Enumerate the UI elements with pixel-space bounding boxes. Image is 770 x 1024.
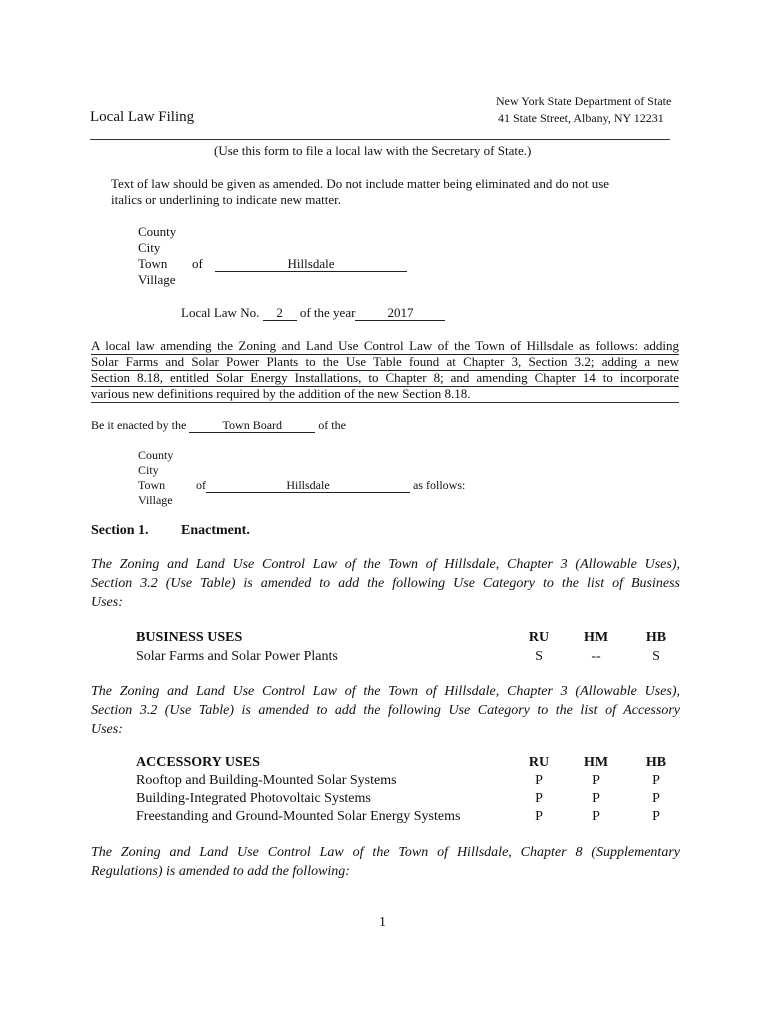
use-value-ru: P bbox=[535, 809, 543, 824]
use-value-ru: P bbox=[535, 773, 543, 788]
municipality-type-town: Town bbox=[138, 256, 168, 271]
enacted-line bbox=[91, 418, 346, 433]
use-value-hm: P bbox=[592, 773, 600, 788]
enacting-body: Town Board bbox=[189, 418, 315, 433]
use-value-hm: -- bbox=[591, 649, 601, 664]
of-label: of bbox=[192, 256, 203, 271]
paragraph-line: Uses: bbox=[91, 722, 123, 737]
use-label: Solar Farms and Solar Power Plants bbox=[136, 649, 338, 664]
use-value-hb: P bbox=[652, 791, 660, 806]
summary-line: Solar Farms and Solar Power Plants to the Use Table found at Chapter 3, Section 3.2; adding a new bbox=[91, 354, 679, 369]
use-value-hm: P bbox=[592, 809, 600, 824]
use-label: Freestanding and Ground-Mounted Solar Energy Systems bbox=[136, 809, 461, 824]
as-follows-label: as follows: bbox=[413, 478, 466, 492]
municipality-name: Hillsdale bbox=[215, 257, 407, 272]
enacted-suffix: of the bbox=[318, 418, 346, 432]
agency-address: 41 State Street, Albany, NY 12231 bbox=[498, 111, 664, 125]
municipality-type-city: City bbox=[138, 240, 161, 255]
paragraph-line: The Zoning and Land Use Control Law of the Town of Hillsdale, Chapter 8 (Supplementary bbox=[91, 845, 680, 860]
municipality-name: Hillsdale bbox=[206, 478, 410, 493]
municipality-type-county: County bbox=[138, 224, 177, 239]
column-header-hm: HM bbox=[583, 755, 609, 770]
municipality-type-county: County bbox=[138, 448, 174, 462]
instruction-line-1: Text of law should be given as amended. Do not include matter being eliminated and do not use bbox=[111, 176, 610, 191]
section-title: Enactment. bbox=[181, 523, 250, 538]
use-value-ru: P bbox=[535, 791, 543, 806]
municipality-type-village: Village bbox=[138, 493, 173, 507]
of-label: of bbox=[196, 478, 206, 492]
column-header-hm: HM bbox=[583, 630, 609, 645]
business-uses-heading: BUSINESS USES bbox=[136, 630, 243, 645]
section-number: Section 1. bbox=[91, 523, 149, 538]
local-law-line bbox=[181, 305, 445, 321]
municipality-type-city: City bbox=[138, 463, 159, 477]
paragraph-line: Regulations) is amended to add the following: bbox=[91, 864, 350, 879]
summary-line: Section 8.18, entitled Solar Energy Installations, to Chapter 8; and amending Chapter 14 to incorporate bbox=[91, 370, 679, 385]
enacted-prefix: Be it enacted by the bbox=[91, 418, 187, 432]
paragraph-line: Uses: bbox=[91, 595, 123, 610]
municipality-name-field bbox=[215, 256, 407, 272]
column-header-ru: RU bbox=[528, 630, 550, 645]
column-header-hb: HB bbox=[645, 755, 667, 770]
use-value-hb: P bbox=[652, 773, 660, 788]
paragraph-line: Section 3.2 (Use Table) is amended to add the following Use Category to the list of Business bbox=[91, 576, 680, 591]
accessory-uses-heading: ACCESSORY USES bbox=[136, 755, 260, 770]
header-divider bbox=[90, 139, 670, 140]
local-law-label: Local Law No. bbox=[181, 305, 260, 320]
page-number: 1 bbox=[379, 915, 386, 930]
summary-line: various new definitions required by the addition of the new Section 8.18. bbox=[91, 386, 471, 401]
local-law-year: 2017 bbox=[355, 306, 445, 321]
instruction-line-2: italics or underlining to indicate new matter. bbox=[111, 192, 341, 207]
agency-name: New York State Department of State bbox=[496, 94, 672, 108]
paragraph-line: The Zoning and Land Use Control Law of the Town of Hillsdale, Chapter 3 (Allowable Uses), bbox=[91, 684, 680, 699]
column-header-hb: HB bbox=[645, 630, 667, 645]
municipality-type-village: Village bbox=[138, 272, 176, 287]
form-title: Local Law Filing bbox=[90, 109, 195, 125]
paragraph-line: Section 3.2 (Use Table) is amended to add the following Use Category to the list of Accessory bbox=[91, 703, 680, 718]
municipality-name-field-2 bbox=[196, 478, 465, 493]
use-label: Building-Integrated Photovoltaic Systems bbox=[136, 791, 371, 806]
summary-underline bbox=[91, 402, 679, 403]
use-value-hm: P bbox=[592, 791, 600, 806]
use-value-hb: S bbox=[652, 649, 660, 664]
year-label: of the year bbox=[299, 305, 356, 320]
summary-line: A local law amending the Zoning and Land Use Control Law of the Town of Hillsdale as follows: adding bbox=[91, 338, 679, 353]
municipality-type-town: Town bbox=[138, 478, 166, 492]
use-value-hb: P bbox=[652, 809, 660, 824]
use-value-ru: S bbox=[535, 649, 543, 664]
paragraph-line: The Zoning and Land Use Control Law of the Town of Hillsdale, Chapter 3 (Allowable Uses), bbox=[91, 557, 680, 572]
use-label: Rooftop and Building-Mounted Solar Systems bbox=[136, 773, 397, 788]
form-instruction: (Use this form to file a local law with the Secretary of State.) bbox=[214, 143, 532, 158]
column-header-ru: RU bbox=[528, 755, 550, 770]
local-law-number: 2 bbox=[263, 306, 297, 321]
